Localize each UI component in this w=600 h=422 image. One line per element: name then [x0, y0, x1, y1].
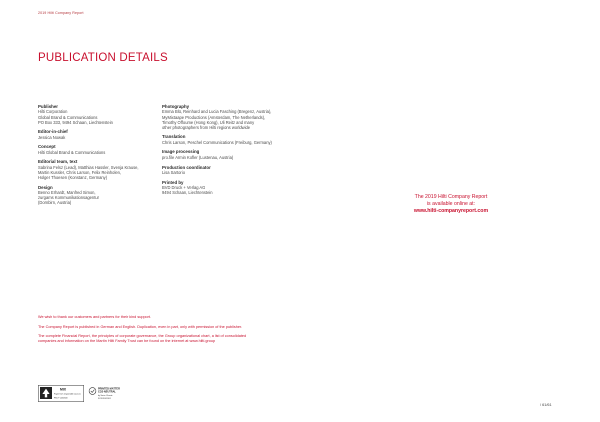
credit-line: Lisa Sartorio: [162, 169, 185, 175]
fsc-mix-text: MIX: [60, 387, 67, 392]
credit-block: [162, 180, 302, 196]
climate-line-3: by Swiss Climate: [98, 394, 113, 397]
notes-section: [38, 315, 248, 349]
credit-block: [162, 134, 302, 145]
credits-column-left: [38, 104, 150, 210]
credit-block: [162, 165, 302, 176]
promo-line-1: The 2019 Hilti Company Report: [414, 194, 488, 200]
climate-neutral-logo: [88, 386, 134, 402]
credit-line: Martin Kussler, Chris Larson, Felix Reinholen,: [38, 169, 122, 175]
credit-line: BVD Druck + Verlag AG: [162, 185, 206, 191]
credit-block: [162, 149, 302, 160]
credit-block: [162, 104, 302, 130]
credit-line: Hilti Global Brand & Communications: [38, 149, 106, 155]
credit-line: Sabrina Felsz (Lead), Matthias Hassler, Svenja Krause,: [38, 164, 139, 170]
credit-line: Global Brand & Communications: [38, 114, 98, 120]
credit-block: [38, 159, 150, 180]
climate-line-1: PRINTED MATTER: [98, 387, 120, 391]
language-note: The Company Report is published in German and English. Duplication, even in part, only with permission of the publisher.: [38, 324, 243, 329]
climate-seal-icon: [89, 388, 96, 395]
financial-report-note: The complete Financial Report, the principles of corporate governance, the Group organizational chart, a list of consolidated companies and information on the Martin Hilti Family Trust can be found on the internet at www.hilti.group: [38, 334, 247, 343]
credit-block: [38, 144, 150, 155]
credit-label: Editorial team, text: [38, 159, 78, 165]
credit-line: Emma Blü, Reinhard and Lucia Fasching (Bregenz, Austria),: [162, 109, 272, 115]
credit-label: Printed by: [162, 179, 184, 185]
credit-label: Publisher: [38, 104, 59, 109]
credit-line: Holger Thoesen (Konstanz, Germany): [38, 175, 108, 181]
credit-line: Chris Larson, Peschel Communications (Freiburg, Germany): [162, 139, 272, 145]
credit-line: MyMixtaape Productions (Amsterdam, The Netherlands),: [162, 114, 266, 120]
credit-line: pro.file Armin Kofler (Lustenau, Austria): [162, 154, 234, 160]
fsc-code-text: FSC® C012600: [54, 397, 68, 400]
company-report-link[interactable]: www.hilti-companyreport.com: [413, 208, 489, 215]
credit-label: Translation: [162, 134, 186, 140]
credit-label: Editor-in-chief: [38, 129, 68, 135]
credit-line: (Dornbirn, Austria): [38, 200, 72, 206]
page-title: PUBLICATION DETAILS: [38, 52, 168, 64]
credits-column-right: [162, 104, 302, 200]
credit-line: Benno Erhardt, Manfred Simon,: [38, 190, 96, 196]
credit-line: Hilti Corporation: [38, 109, 68, 115]
climate-line-2: CO2-NEUTRAL: [98, 390, 116, 394]
thanks-note: We wish to thank our customers and partners for their kind support.: [38, 315, 152, 319]
credit-block: [38, 185, 150, 206]
credit-line: PO Box 333, 9494 Schaan, Liechtenstein: [38, 119, 113, 125]
credit-line: other photographers from Hilti regions worldwide: [162, 124, 251, 130]
credit-label: Image processing: [162, 149, 200, 155]
credit-label: Design: [38, 184, 53, 190]
fsc-mix-logo: [38, 385, 84, 402]
online-report-promo: [396, 194, 506, 216]
credit-line: zurgams Kommunikationsagentur: [38, 195, 99, 201]
credit-line: Jessica Nowak: [38, 134, 66, 140]
credit-label: Photography: [162, 104, 190, 109]
credit-line: 9494 Schaan, Liechtenstein: [162, 190, 213, 196]
fsc-sub-text: Paper from responsible sources: [54, 393, 81, 396]
credit-block: [38, 129, 150, 140]
credit-label: Concept: [38, 144, 56, 150]
check-icon: [91, 390, 95, 393]
promo-line-2: is available online at:: [426, 201, 476, 208]
credit-block: [38, 104, 150, 125]
credit-label: Production coordinator: [162, 164, 211, 170]
credit-line: Timothy Offoume (Hong Kong), Uli Reitz and many: [162, 119, 255, 125]
report-header-label: 2019 Hilti Company Report: [38, 11, 84, 15]
page-number: / 61/61: [540, 403, 552, 407]
climate-line-4: SC2020011101: [98, 398, 111, 400]
